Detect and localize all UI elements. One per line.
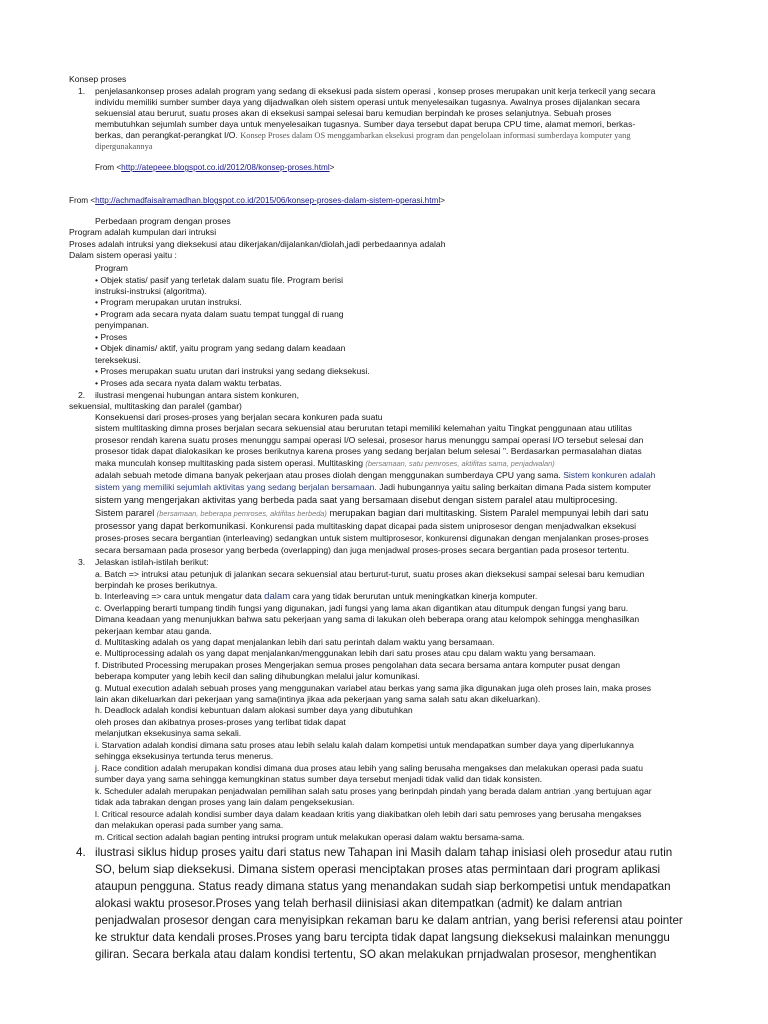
item-3-line: e. Multiprocessing adalah os yang dapat menjalankan/menggunakan lebih dari satu proses atau cpu dalam waktu yang bersamaan.	[95, 648, 596, 658]
item-3-line: d. Multitasking adalah os yang dapat menjalankan lebih dari satu perintah dalam waktu yang bersamaan.	[95, 637, 495, 647]
item-3-line: l. Critical resource adalah kondisi sumber daya dalam keadaan kritis yang diakibatkan oleh lebih dari satu pemroses yang berusaha mengakses	[95, 809, 642, 819]
item-2-line	[95, 482, 651, 493]
item-3-line: sehingga eksekusinya tertunda terus menerus.	[95, 751, 274, 761]
item-3-line: a. Batch => intruksi atau petunjuk di jalankan secara sekuensial atau berturut-turut, suatu proses akan dieksekusi sampai selesai baru kemudian	[95, 569, 645, 579]
item-3-line: Jelaskan istilah-istilah berikut:	[95, 557, 209, 567]
section-heading: Perbedaan program dengan proses	[95, 216, 231, 226]
item-3-line: dan melakukan operasi pada sumber yang sama.	[95, 820, 284, 830]
item-2-italic-note: (bersamaan, beberapa pemroses, aktifitas berbeda)	[156, 509, 327, 518]
list-item: • Program ada secara nyata dalam suatu tempat tunggal di ruang	[95, 309, 344, 319]
item-2-line	[95, 470, 655, 481]
item-3-number: 3.	[78, 557, 86, 567]
item-3-line: h. Deadlock adalah kondisi kebuntuan dalam alokasi sumber daya yang dibutuhkan	[95, 705, 413, 715]
item-2-number: 2.	[78, 390, 86, 400]
item-4-line: penjadwalan prosesor dengan cara menyisipkan rekaman baru ke dalam antrian, yang berisi referensi atau pointer	[95, 914, 683, 927]
item-2-line: ilustrasi mengenai hubungan antara sistem konkuren,	[95, 390, 299, 400]
item-2-line: sekuensial, multitasking dan paralel (gambar)	[69, 401, 242, 411]
item-3-line: k. Scheduler adalah merupakan penjadwalan pemilihan salah satu proses yang berinpdah pindah yang berada dalam antrian .yang bertujuan agar	[95, 786, 652, 796]
item-2-text: merupakan bagian dari multitasking. Sistem Paralel mempunyai lebih dari satu	[329, 508, 649, 518]
item-3-line: g. Mutual execution adalah sebuah proses yang menggunakan variabel atau berkas yang sama jika digunakan juga oleh proses lain, maka proses	[95, 683, 652, 693]
item-2-blue-text: Sistem konkuren adalah	[563, 470, 656, 480]
list-item: • Objek dinamis/ aktif, yaitu program yang sedang dalam keadaan	[95, 343, 346, 353]
item-2-line	[95, 458, 555, 469]
item-2-line: sistem multitasking dimna proses berjalan secara sekuensial atau berurutan tetapi memiliki kelemahan yaitu Tingkat penggunaan atau utilitas	[95, 423, 632, 433]
list-item: tereksekusi.	[95, 355, 141, 365]
item-4-line: ke struktur data kendali proses.Proses yang baru tercipta tidak dapat langsung dieksekusi malainkan menunggu	[95, 931, 670, 944]
item-1-line: penjelasankonsep proses adalah program yang sedang di eksekusi pada sistem operasi , konsep proses merupakan unit kerja terkecil yang secara	[95, 86, 656, 96]
item-1-line: individu memiliki sumber sumber daya yang dijadwalkan oleh sistem operasi untuk menyelesaikan tugasnya. Awalnya proses dijalankan secara	[95, 97, 640, 107]
item-3-line: j. Race condition adalah merupakan kondisi dimana dua proses atau lebih yang saling berusaha mengakses dan melakukan operasi pada suatu	[95, 763, 643, 773]
item-3-line: c. Overlapping berarti tumpang tindih fungsi yang digunakan, jadi fungsi yang lama akan digantikan atau ditumpuk dengan fungsi yang baru.	[95, 603, 629, 613]
item-3-text: cara yang tidak berurutan untuk meningkatkan kinerja komputer.	[292, 591, 538, 601]
list-item: • Objek statis/ pasif yang terletak dalam suatu file. Program berisi	[95, 275, 344, 285]
item-2-blue-text: sistem yang memiliki sejumlah aktivitas yang sedang berjalan bersamaan.	[95, 482, 377, 492]
citation-suffix: >	[329, 163, 335, 172]
item-3-line	[95, 591, 537, 602]
item-3-line: berpindah ke proses berikutnya.	[95, 580, 218, 590]
citation-prefix: From <	[69, 196, 96, 205]
item-3-line: Dimana keadaan yang menunjukkan bahwa satu pekerjaan yang sama di lakukan oleh beberapa orang atau kelompok sehingga menghasilkan	[95, 614, 640, 624]
item-3-line: beberapa komputer yang lebih kecil dan saling dihubungkan melalui jalur komunikasi.	[95, 671, 420, 681]
item-2-text: prosessor yang dapat berkomunikasi.	[95, 521, 248, 531]
list-heading: Program	[95, 263, 128, 273]
paragraph-line: Dalam sistem operasi yaitu :	[69, 250, 177, 260]
item-1-line	[95, 130, 631, 141]
item-3-text: b. Interleaving => cara untuk mengatur data	[95, 591, 262, 601]
document-title: Konsep proses	[69, 74, 127, 84]
item-4-line: ataupun pengguna. Status ready dimana status yang menandakan sudah siap berkompetisi untuk mendapatkan	[95, 880, 671, 893]
item-3-line: melanjutkan eksekusinya sama sekali.	[95, 728, 242, 738]
citation-suffix: >	[440, 196, 445, 205]
item-2-line	[95, 507, 649, 520]
item-3-line: f. Distributed Processing merupakan proses Mengerjakan semua proses pengolahan data secara bersama antara komputer pusat dengan	[95, 660, 621, 670]
citation-prefix: From <	[95, 163, 122, 172]
item-1-serif-text: Konsep Proses dalam OS menggambarkan eksekusi program dan pengelolaan informasi sumberdaya komputer yang	[240, 131, 631, 140]
list-item: • Proses	[95, 332, 128, 342]
list-item: penyimpanan.	[95, 320, 149, 330]
item-3-line: tidak ada tabrakan dengan proses yang lain dalam pengeksekusian.	[95, 797, 355, 807]
item-1-line: sekuensial atau berurut, suatu proses akan di eksekusi sampai selesai baru kemudian berpindah ke proses selanjutnya. Sebuah proses	[95, 108, 612, 118]
item-1-serif-line: dipergunakannya	[95, 142, 153, 151]
item-2-text: maka munculah konsep multitasking pada sistem operasi. Multitasking	[95, 458, 363, 468]
item-4-number: 4.	[76, 846, 86, 859]
paragraph-line: Program adalah kumpulan dari intruksi	[69, 227, 217, 237]
item-2-line	[95, 520, 636, 532]
item-4-line: giliran. Secara berkala atau dalam kondisi tertentu, SO akan melakukan prnjadwalan prosesor, menghentikan	[95, 948, 657, 961]
item-2-italic-note: (bersamaan, satu pemroses, aktifitas sama, penjadwalan)	[365, 459, 555, 468]
item-2-line: Konsekuensi dari proses-proses yang berjalan secara konkuren pada suatu	[95, 412, 383, 422]
item-2-text: Sistem pararel	[95, 508, 155, 518]
item-1-line-text: berkas, dan perangkat-perangkat I/O.	[95, 130, 238, 140]
source-citation-1	[95, 162, 334, 173]
item-3-line: pekerjaan kembar atau ganda.	[95, 626, 212, 636]
item-1-line: membutuhkan sejumlah sumber daya untuk menyelesaikan tugasnya. Sumber daya tersebut dapat berupa CPU time, alamat memori, berkas-	[95, 119, 636, 129]
item-2-line: proses-proses secara bergantian (interleaving) sedangkan untuk sistem multiprosesor, konkurensi digunakan dengan menjalankan proses-proses	[95, 533, 649, 543]
item-4-line: SO, belum siap dieksekusi. Dimana sistem operasi menciptakan proses atas permintaan dari program aplikasi	[95, 863, 661, 876]
item-2-text: adalah sebuah metode dimana banyak pekerjaan atau proses diolah dengan menggunakan sumberdaya CPU yang sama.	[95, 470, 561, 480]
item-2-text: Jadi hubungannya yaitu saling berkaitan dimana Pada sistem komputer	[379, 482, 652, 492]
item-1-number: 1.	[78, 86, 86, 96]
source-link-1[interactable]: http://atepeee.blogspot.co.id/2012/08/konsep-proses.html	[121, 163, 330, 172]
item-3-line: lain akan dikeluarkan dari pekerjaan yang sama(intinya jikaa ada pekerjaan yang sama salah satu akan dikeluarkan).	[95, 694, 541, 704]
item-2-line: prosesor rendah karena suatu proses menunggu sampai operasi I/O selesai, prosesor harus menunggu sampai operasi I/O tersebut selesai dan	[95, 435, 644, 445]
item-2-line: secara bersamaan pada prosesor yang berbeda (overlapping) dan juga menjadwal proses-proses secara bergantian pada prosesor tertentu.	[95, 545, 630, 555]
item-2-text: Konkurensi pada multitasking dapat dicapai pada sistem uniprosesor dengan menjadwalkan eksekusi	[250, 521, 637, 531]
paragraph-line: Proses adalah intruksi yang dieksekusi atau dikerjakan/dijalankan/diolah,jadi perbedaannya adalah	[69, 239, 446, 249]
item-2-line: prosesor tidak dapat dialokasikan ke proses berikutnya karena proses yang sedang berjalan belum selesai ". Berdasarkan permasalahan diatas	[95, 446, 642, 456]
item-4-line: ilustrasi siklus hidup proses yaitu dari status new Tahapan ini Masih dalam tahap inisiasi oleh prosedur atau rutin	[95, 846, 673, 859]
item-3-line: oleh proses dan akibatnya proses-proses yang terlibat tidak dapat	[95, 717, 346, 727]
item-3-highlight-word: dalam	[264, 591, 291, 602]
list-item: instruksi-instruksi (algoritma).	[95, 286, 207, 296]
source-citation-2	[69, 195, 445, 206]
item-3-line: m. Critical section adalah bagian penting intruksi program untuk melakukan operasi dalam waktu bersama-sama.	[95, 832, 525, 842]
list-item: • Program merupakan urutan instruksi.	[95, 297, 242, 307]
item-4-line: alokasi waktu prosesor.Proses yang telah berhasil diinisiasi akan ditempatkan (admit) ke dalam antrian	[95, 897, 623, 910]
list-item: • Proses ada secara nyata dalam waktu terbatas.	[95, 378, 282, 388]
item-2-line: sistem yang mengerjakan aktivitas yang berbeda pada saat yang bersamaan disebut dengan sistem paralel atau multiprocesing.	[95, 495, 618, 505]
source-link-2[interactable]: http://achmadfaisalramadhan.blogspot.co.id/2015/06/konsep-proses-dalam-sistem-operasi.html	[95, 196, 441, 205]
item-3-line: sumber daya yang sama sehingga kemungkinan status sumber daya tersebut menjadi tidak valid dan tidak konsisten.	[95, 774, 543, 784]
list-item: • Proses merupakan suatu urutan dari instruksi yang sedang dieksekusi.	[95, 366, 370, 376]
item-3-line: i. Starvation adalah kondisi dimana satu proses atau lebih selalu kalah dalam kompetisi untuk mendapatkan sumber daya yang diperlukannya	[95, 740, 634, 750]
